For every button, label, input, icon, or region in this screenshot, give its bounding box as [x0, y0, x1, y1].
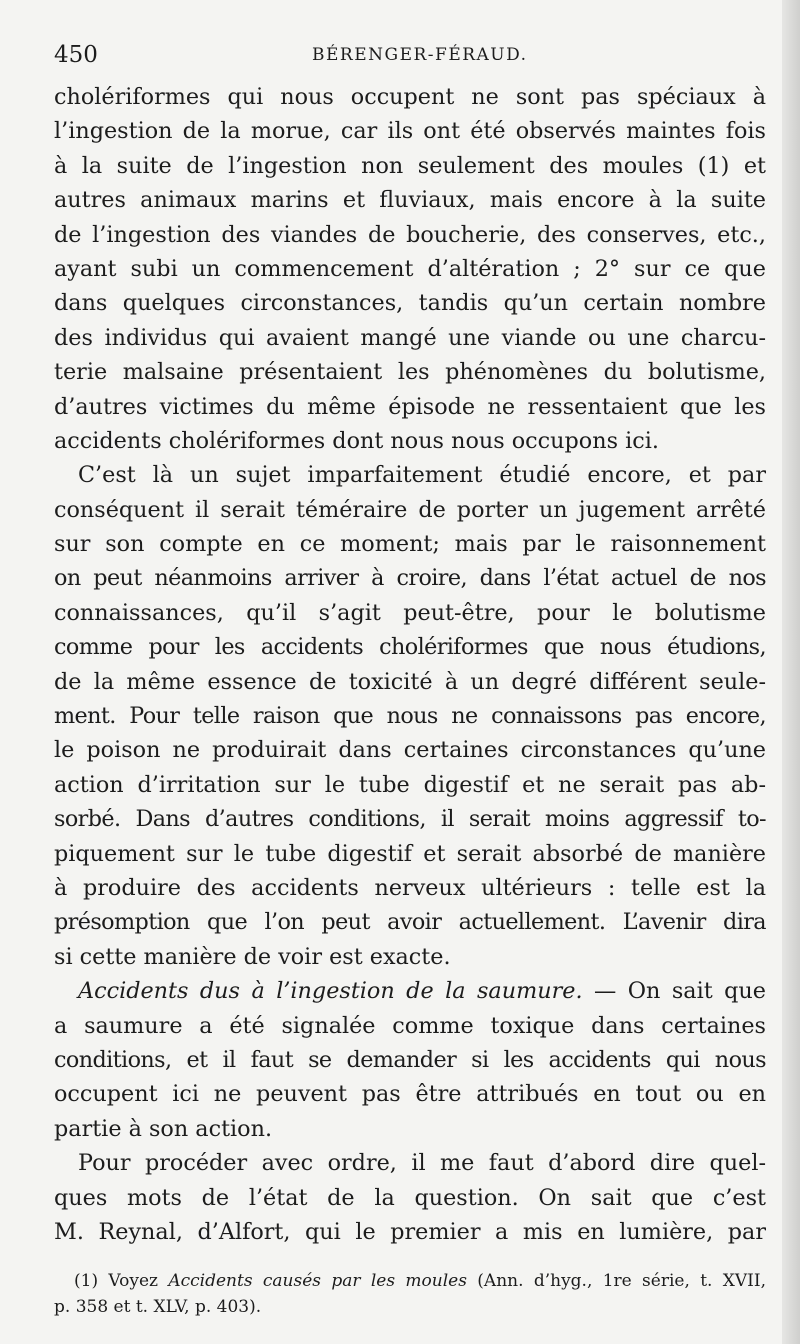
text-line: présomption que l’on peut avoir actuellement. L’avenir dira: [54, 909, 766, 936]
page-gutter-shadow: [782, 0, 800, 1344]
text-line: partie à son action.: [54, 1115, 273, 1142]
footnotes: [54, 1268, 766, 1320]
footnote-line: [54, 1268, 766, 1294]
section-heading-continuation: — On sait que: [582, 978, 766, 1005]
footnote-marker-text: (1) Voyez: [74, 1271, 169, 1291]
text-line: sur son compte en ce moment; mais par le raisonnement: [54, 531, 766, 558]
section-heading: Accidents dus à l’ingestion de la saumure.: [78, 978, 583, 1005]
text-line: ment. Pour telle raison que nous ne connaissons pas encore,: [54, 703, 766, 730]
section-first-line: [54, 974, 766, 1008]
paragraph-first-line: C’est là un sujet imparfaitement étudié encore, et par: [78, 462, 766, 489]
footnote-line: p. 358 et t. XLV, p. 403).: [54, 1297, 262, 1317]
footnote-citation: (Ann. d’hyg., 1re série, t. XVII,: [466, 1271, 766, 1291]
text-line: cholériformes qui nous occupent ne sont pas spéciaux à: [54, 84, 766, 110]
running-head: [54, 42, 766, 76]
running-title: BÉRENGER-FÉRAUD.: [312, 45, 528, 65]
text-line: l’ingestion de la morue, car ils ont été observés maintes fois: [54, 118, 766, 145]
text-line: connaissances, qu’il s’agit peut-être, pour le bolutisme: [54, 599, 766, 626]
footnote-reference-title: Accidents causés par les moules: [168, 1271, 467, 1291]
text-line: le poison ne produirait dans certaines circonstances qu’une: [54, 737, 766, 764]
text-line: à produire des accidents nerveux ultérieurs : telle est la: [54, 874, 766, 901]
text-line: ques mots de l’état de la question. On sait que c’est: [54, 1184, 766, 1211]
text-line: on peut néanmoins arriver à croire, dans l’état actuel de nos: [54, 565, 766, 592]
text-line: ayant subi un commencement d’altération ; 2° sur ce que: [54, 255, 766, 282]
text-line: terie malsaine présentaient les phénomènes du bolutisme,: [54, 359, 766, 386]
text-line: action d’irritation sur le tube digestif et ne serait pas ab-: [54, 771, 766, 798]
text-line: d’autres victimes du même épisode ne ressentaient que les: [54, 393, 766, 420]
text-line: conditions, et il faut se demander si les accidents qui nous: [54, 1046, 766, 1073]
text-line: occupent ici ne peuvent pas être attribués en tout ou en: [54, 1081, 766, 1108]
text-line: à la suite de l’ingestion non seulement des moules (1) et: [54, 152, 766, 179]
text-line: autres animaux marins et fluviaux, mais encore à la suite: [54, 187, 766, 214]
body-text: [54, 80, 766, 1249]
text-line: piquement sur le tube digestif et serait absorbé de manière: [54, 840, 766, 867]
paragraph-first-line: Pour procéder avec ordre, il me faut d’abord dire quel-: [78, 1150, 766, 1177]
text-line: des individus qui avaient mangé une viande ou une charcu-: [54, 324, 766, 351]
text-line: de la même essence de toxicité à un degré différent seule-: [54, 668, 766, 695]
text-line: si cette manière de voir est exacte.: [54, 943, 451, 970]
text-line: sorbé. Dans d’autres conditions, il serait moins aggressif to-: [54, 806, 766, 833]
text-line: M. Reynal, d’Alfort, qui le premier a mis en lumière, par: [54, 1218, 766, 1245]
text-line: comme pour les accidents cholériformes que nous étudions,: [54, 634, 766, 661]
text-line: de l’ingestion des viandes de boucherie, des conserves, etc.,: [54, 221, 766, 248]
text-line: accidents cholériformes dont nous nous occupons ici.: [54, 427, 659, 454]
page-number: 450: [54, 42, 98, 68]
text-line: dans quelques circonstances, tandis qu’un certain nombre: [54, 290, 766, 317]
text-line: a saumure a été signalée comme toxique dans certaines: [54, 1012, 766, 1039]
text-line: conséquent il serait téméraire de porter un jugement arrêté: [54, 496, 766, 523]
